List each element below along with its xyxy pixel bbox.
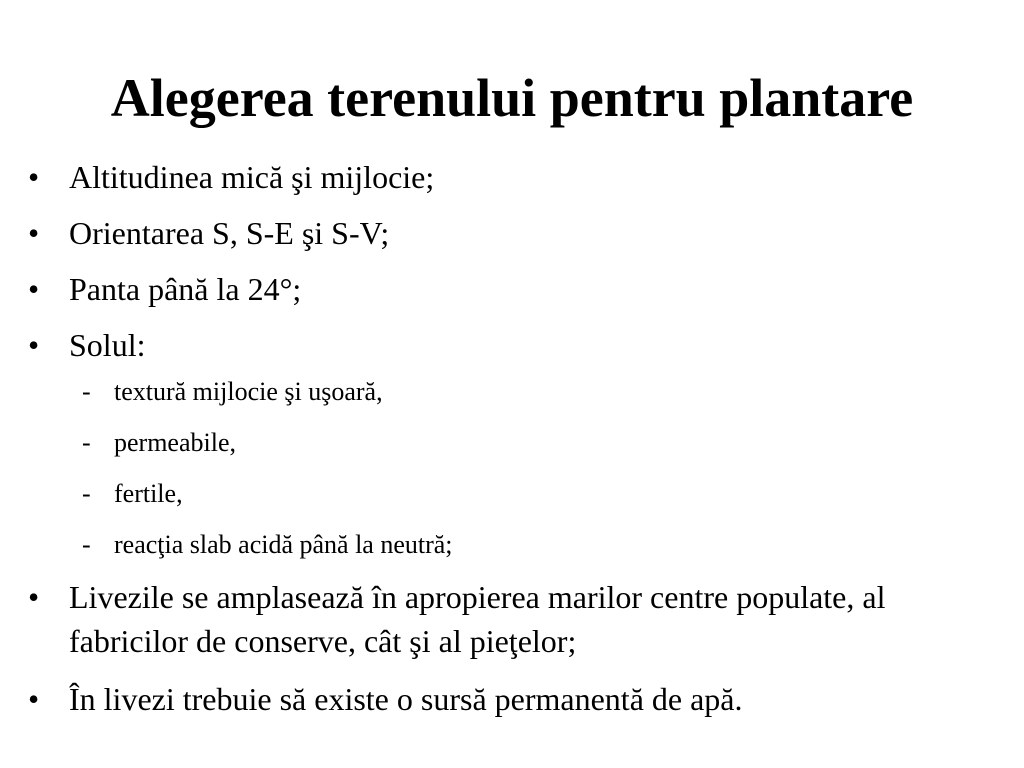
list-item-text: Solul: xyxy=(69,327,146,363)
list-item-solul xyxy=(0,326,929,560)
list-item xyxy=(0,575,929,663)
list-item-text: Orientarea S, S-E şi S-V; xyxy=(69,215,390,251)
list-item-text: Livezile se amplasează în apropierea marilor centre populate, al fabricilor de conserve, cât şi al pieţelor; xyxy=(69,579,886,659)
bullet-icon: • xyxy=(28,579,40,615)
bullet-icon: • xyxy=(28,215,40,251)
sub-list-item xyxy=(0,428,929,458)
sub-list-item-text: permeabile, xyxy=(114,428,236,457)
sub-list-item xyxy=(0,479,929,509)
sub-list-item-text: fertile, xyxy=(114,479,183,508)
sub-list-item xyxy=(0,530,929,560)
sub-list-item-text: reacţia slab acidă până la neutră; xyxy=(114,530,453,559)
sub-list xyxy=(0,377,929,560)
list-item xyxy=(0,270,929,309)
list-item-text: Altitudinea mică şi mijlocie; xyxy=(69,159,435,195)
list-item xyxy=(0,680,929,719)
slide-title: Alegerea terenului pentru plantare xyxy=(110,68,914,128)
bullet-icon: • xyxy=(28,159,40,195)
list-item-text: Panta până la 24°; xyxy=(69,271,302,307)
list-item xyxy=(0,214,929,253)
bullet-icon: • xyxy=(28,327,40,363)
dash-icon: - xyxy=(82,377,91,406)
dash-icon: - xyxy=(82,479,91,508)
bullet-icon: • xyxy=(28,271,40,307)
dash-icon: - xyxy=(82,428,91,457)
sub-list-item-text: textură mijlocie şi uşoară, xyxy=(114,377,383,406)
bullet-list xyxy=(0,158,1024,736)
list-item-text: În livezi trebuie să existe o sursă permanentă de apă. xyxy=(69,681,743,717)
bullet-icon: • xyxy=(28,681,40,717)
sub-list-item xyxy=(0,377,929,407)
list-item xyxy=(0,158,929,197)
dash-icon: - xyxy=(82,530,91,559)
